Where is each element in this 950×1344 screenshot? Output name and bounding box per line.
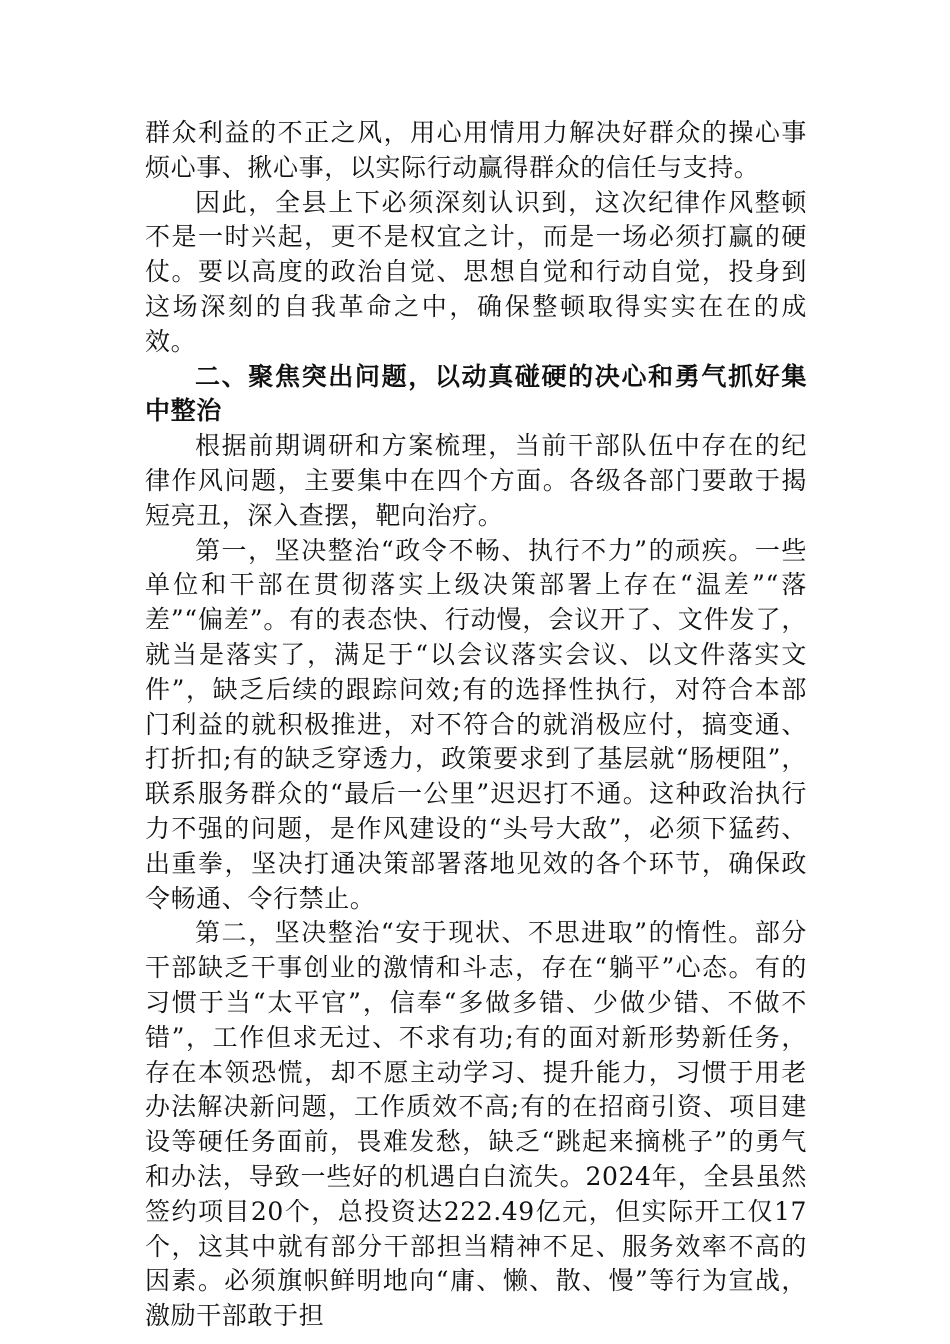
- paragraph-5: 第二，坚决整治“安于现状、不思进取”的惰性。部分干部缺乏干事创业的激情和斗志，存在“躺平”心态。有的习惯于当“太平官”，信奉“多做多错、少做少错、不做不错”，工作但求无过、不求有功;有的面对新形势新任务，存在本领恐慌，却不愿主动学习、提升能力，习惯于用老办法解决新问题，工作质效不高;有的在招商引资、项目建设等硬任务面前，畏难发愁，缺乏“跳起来摘桃子”的勇气和办法，导致一些好的机遇白白流失。2024年，全县虽然签约项目20个，总投资达222.49亿元，但实际开工仅17个，这其中就有部分干部担当精神不足、服务效率不高的因素。必须旗帜鲜明地向“庸、懒、散、慢”等行为宣战，激励干部敢于担: [145, 918, 807, 1331]
- paragraph-4: 第一，坚决整治“政令不畅、执行不力”的顽疾。一些单位和干部在贯彻落实上级决策部署上存在“温差”“落差”“偏差”。有的表态快、行动慢，会议开了、文件发了，就当是落实了，满足于“以会议落实会议、以文件落实文件”，缺乏后续的跟踪问效;有的选择性执行，对符合本部门利益的就积极推进，对不符合的就消极应付，搞变通、打折扣;有的缺乏穿透力，政策要求到了基层就“肠梗阻”，联系服务群众的“最后一公里”迟迟打不通。这种政治执行力不强的问题，是作风建设的“头号大敌”，必须下猛药、出重拳，坚决打通决策部署落地见效的各个环节，确保政令畅通、令行禁止。: [145, 535, 807, 913]
- section-heading: 二、聚焦突出问题，以动真碰硬的决心和勇气抓好集中整治: [145, 361, 807, 426]
- document-page: [145, 116, 807, 1334]
- paragraph-3: 根据前期调研和方案梳理，当前干部队伍中存在的纪律作风问题，主要集中在四个方面。各级各部门要敢于揭短亮丑，深入查摆，靶向治疗。: [145, 431, 807, 530]
- paragraph-1: 群众利益的不正之风，用心用情用力解决好群众的操心事烦心事、揪心事，以实际行动赢得群众的信任与支持。: [145, 118, 807, 182]
- paragraph-2: 因此，全县上下必须深刻认识到，这次纪律作风整顿不是一时兴起，更不是权宜之计，而是一场必须打赢的硬仗。要以高度的政治自觉、思想自觉和行动自觉，投身到这场深刻的自我革命之中，确保整顿取得实实在在的成效。: [145, 187, 807, 356]
